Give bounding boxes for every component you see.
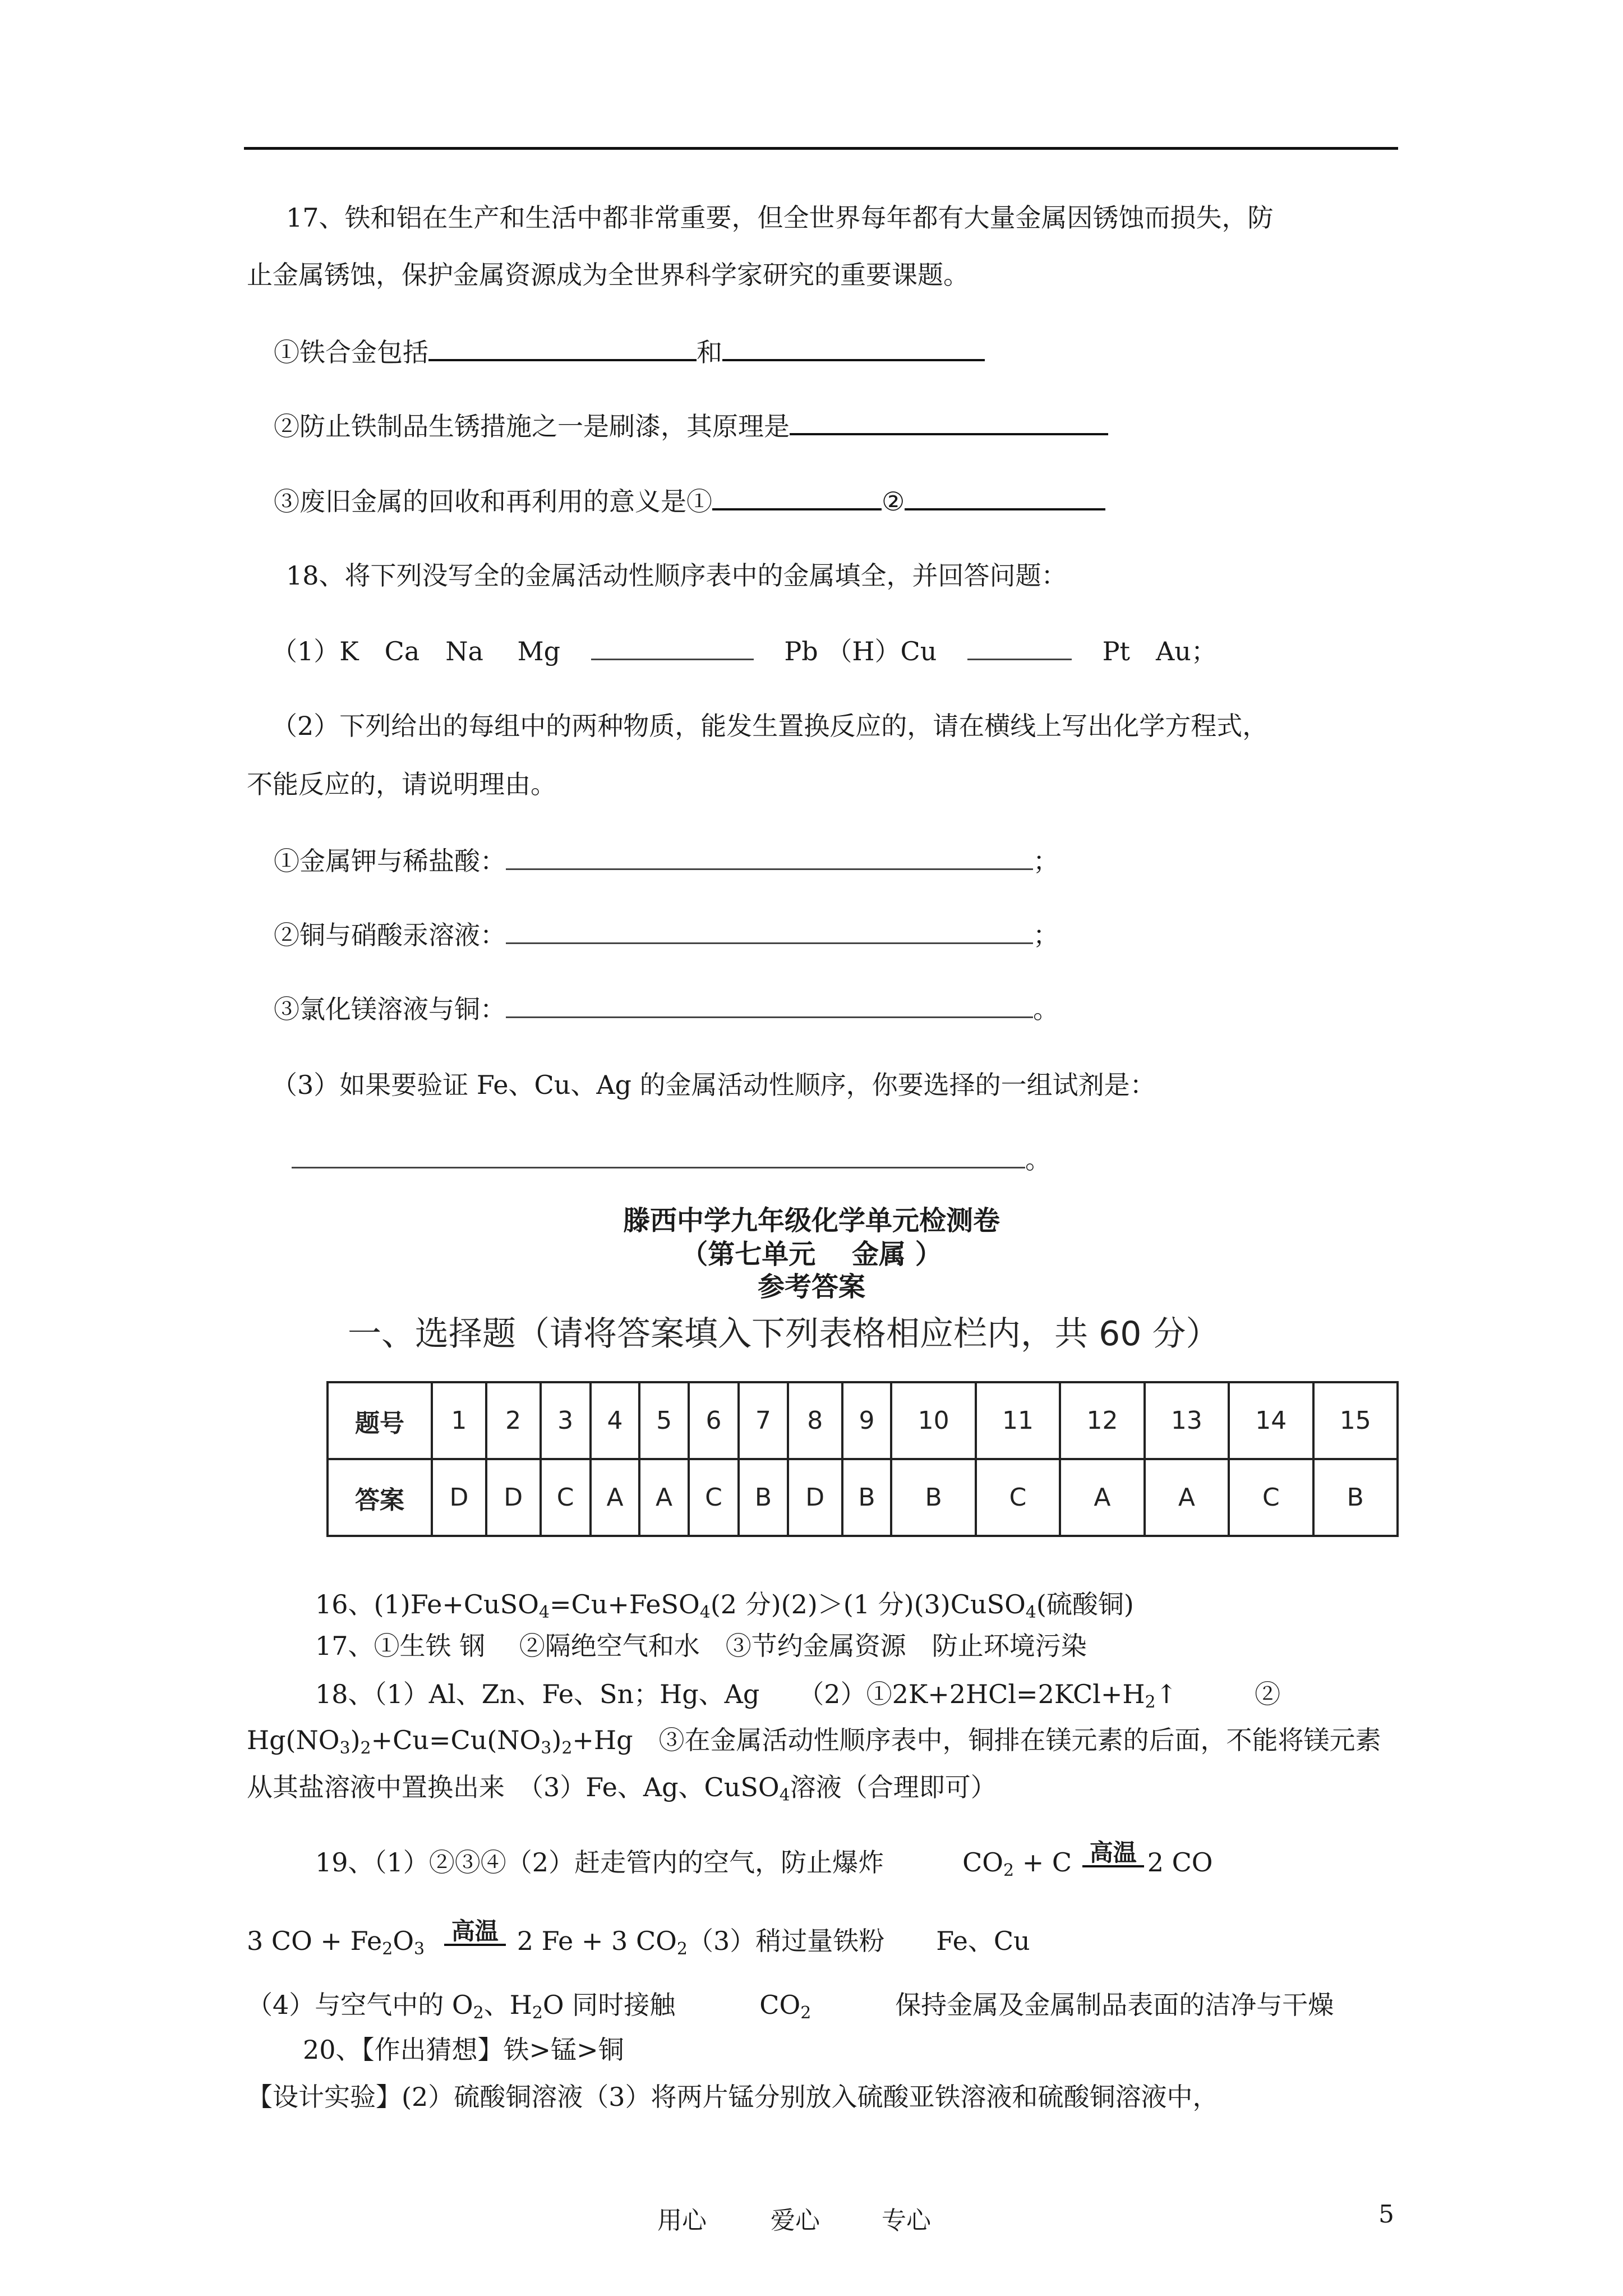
table-cell: 10: [891, 1382, 975, 1459]
q17-blank-c2[interactable]: [905, 484, 1105, 510]
answer-18-part6: ): [551, 1725, 562, 1755]
table-row: [328, 1459, 1398, 1536]
q17-item-c: [274, 484, 1105, 518]
answer-16-part3: (2 分)(2)＞(1 分)(3)CuSO: [710, 1589, 1026, 1619]
q18-blank-i1[interactable]: [506, 844, 1033, 870]
q17-item-b: [274, 408, 1108, 443]
table-header-answer: 答案: [328, 1459, 432, 1536]
answer-19-part4: 2 CO: [1147, 1847, 1213, 1878]
answer-18-part9: 溶液（合理即可）: [790, 1772, 997, 1802]
table-cell: C: [1229, 1459, 1313, 1536]
table-cell: 7: [739, 1382, 788, 1459]
q17-blank-a1[interactable]: [428, 334, 697, 361]
answer-19-part3: + C: [1022, 1847, 1072, 1878]
answer-20-line2: 【设计实验】(2）硫酸铜溶液（3）将两片锰分别放入硫酸亚铁溶液和硫酸铜溶液中，: [247, 2082, 1219, 2112]
table-cell: 15: [1313, 1382, 1398, 1459]
subscript: 4: [699, 1603, 711, 1622]
table-cell: B: [1313, 1459, 1398, 1536]
table-cell: A: [639, 1459, 689, 1536]
header-rule: [244, 147, 1398, 150]
subscript: 2: [532, 2003, 543, 2023]
table-cell: A: [591, 1459, 640, 1536]
answer-key-label: 参考答案: [757, 1271, 865, 1303]
subscript: 4: [1025, 1603, 1036, 1622]
q17-item-a: [274, 334, 985, 369]
answer-19-part6: O: [393, 1926, 414, 1956]
page-number: 5: [1378, 2200, 1394, 2229]
table-header-number: 题号: [328, 1382, 432, 1459]
q18-item-2-label: ②铜与硝酸汞溶液：: [274, 920, 506, 950]
table-cell: B: [891, 1459, 975, 1536]
table-cell: A: [1060, 1459, 1144, 1536]
subscript: 3: [339, 1738, 351, 1758]
answer-18-part2: ↑ ②: [1155, 1679, 1281, 1709]
answer-19-part5: 3 CO + Fe: [247, 1926, 382, 1956]
answer-19-line2: [247, 1917, 1030, 1966]
q18-blank-1[interactable]: [591, 634, 754, 660]
answer-18-part3: Hg(NO: [247, 1725, 340, 1755]
answer-18-part5: +Cu=Cu(NO: [371, 1725, 541, 1755]
answer-16-part2: =Cu+FeSO: [550, 1589, 700, 1619]
q17-blank-c1[interactable]: [712, 484, 882, 510]
footer-motto-2: 爱心: [771, 2206, 820, 2235]
table-row: [328, 1382, 1398, 1459]
answer-18-part7: +Hg ③在金属活动性顺序表中，铜排在镁元素的后面，不能将镁元素: [572, 1725, 1381, 1755]
subscript: 4: [538, 1603, 550, 1622]
table-cell: D: [788, 1459, 842, 1536]
table-cell: 9: [842, 1382, 892, 1459]
subscript: 2: [1145, 1692, 1156, 1712]
q17-item-a-label: ①铁合金包括: [274, 337, 428, 367]
answer-19-part2: CO: [962, 1847, 1003, 1878]
reaction-condition: [1080, 1839, 1147, 1888]
section-multiple-choice-title: 一、选择题（请将答案填入下列表格相应栏内，共 60 分）: [348, 1314, 1220, 1354]
table-cell: 1: [432, 1382, 486, 1459]
q18-item-1: [274, 844, 1059, 878]
table-cell: C: [541, 1459, 591, 1536]
table-cell: 3: [541, 1382, 591, 1459]
answer-key-unit: （第七单元 金属 ）: [681, 1239, 942, 1270]
answer-19-part13: 保持金属及金属制品表面的洁净与干燥: [895, 1990, 1334, 2020]
q18-part3-answer: [292, 1142, 1051, 1176]
q17-item-c-mid: ②: [882, 486, 905, 517]
table-cell: 8: [788, 1382, 842, 1459]
high-temperature-label: 高温: [444, 1920, 506, 1946]
table-cell: 11: [976, 1382, 1060, 1459]
footer-motto-3: 专心: [882, 2206, 931, 2235]
answer-19-part11: O 同时接触: [542, 1990, 676, 2020]
footer-motto-1: 用心: [657, 2206, 707, 2235]
q18-item-3-end: 。: [1033, 994, 1059, 1024]
subscript: 2: [1003, 1861, 1015, 1880]
answer-19-part9: （4）与空气中的 O: [247, 1990, 473, 2020]
subscript: 2: [360, 1738, 371, 1758]
table-cell: 13: [1145, 1382, 1229, 1459]
subscript: 2: [382, 1939, 393, 1959]
q18-item-3-label: ③氯化镁溶液与铜：: [274, 994, 506, 1024]
table-cell: 5: [639, 1382, 689, 1459]
q17-blank-a2[interactable]: [722, 334, 985, 361]
answer-19-part1: 19、（1）②③④（2）赶走管内的空气，防止爆炸: [315, 1847, 884, 1878]
answer-19-part8: （3）稍过量铁粉 Fe、Cu: [687, 1926, 1030, 1956]
q17-blank-b[interactable]: [790, 408, 1108, 435]
q17-item-a-mid: 和: [697, 337, 722, 367]
answer-table: [326, 1381, 1399, 1537]
subscript: 2: [676, 1939, 688, 1959]
q18-intro: 18、将下列没写全的金属活动性顺序表中的金属填全，并回答问题：: [286, 560, 1067, 591]
answer-19-part12: CO: [759, 1990, 801, 2020]
answer-19-part7: 2 Fe + 3 CO: [517, 1926, 677, 1956]
q17-item-b-label: ②防止铁制品生锈措施之一是刷漆，其原理是: [274, 411, 790, 441]
table-cell: C: [689, 1459, 739, 1536]
table-cell: B: [842, 1459, 892, 1536]
table-cell: D: [432, 1459, 486, 1536]
answer-17: 17、①生铁 钢 ②隔绝空气和水 ③节约金属资源 防止环境污染: [315, 1631, 1087, 1661]
answer-16-part1: 16、(1)Fe+CuSO: [315, 1589, 539, 1619]
q18-blank-i2[interactable]: [506, 918, 1033, 944]
q18-part3-end: 。: [1025, 1144, 1051, 1175]
answer-18-part8: 从其盐溶液中置换出来 （3）Fe、Ag、CuSO: [247, 1772, 780, 1802]
table-cell: 2: [486, 1382, 541, 1459]
table-cell: A: [1145, 1459, 1229, 1536]
table-cell: 12: [1060, 1382, 1144, 1459]
reaction-condition: [433, 1917, 517, 1966]
subscript: 2: [473, 2003, 484, 2023]
subscript: 2: [561, 1738, 573, 1758]
table-cell: 6: [689, 1382, 739, 1459]
subscript: 4: [779, 1786, 790, 1805]
answer-20-line1: 20、【作出猜想】铁>锰>铜: [303, 2035, 624, 2065]
answer-19-part10: 、H: [483, 1990, 532, 2020]
q17-intro-line2: 止金属锈蚀，保护金属资源成为全世界科学家研究的重要课题。: [247, 260, 969, 290]
q18-item-2-end: ；: [1033, 920, 1059, 950]
table-cell: C: [976, 1459, 1060, 1536]
q18-part1: [271, 634, 1217, 668]
q18-item-1-end: ；: [1033, 846, 1059, 876]
q18-part2-line1: （2）下列给出的每组中的两种物质，能发生置换反应的，请在横线上写出化学方程式，: [271, 711, 1269, 741]
answer-18-line3: [247, 1770, 997, 1812]
q18-blank-2[interactable]: [967, 634, 1072, 660]
table-cell: B: [739, 1459, 788, 1536]
q18-part1-c: Pt Au；: [1102, 636, 1217, 666]
answer-18-line2: [247, 1723, 1381, 1765]
q18-blank-i3[interactable]: [506, 992, 1033, 1018]
q18-part2-line2: 不能反应的，请说明理由。: [247, 769, 556, 799]
answer-18-part4: ): [350, 1725, 361, 1755]
table-cell: D: [486, 1459, 541, 1536]
q18-item-1-label: ①金属钾与稀盐酸：: [274, 846, 506, 876]
answer-19-line3: [247, 1988, 1334, 2030]
table-cell: 14: [1229, 1382, 1313, 1459]
q18-blank-p3[interactable]: [292, 1142, 1025, 1168]
table-cell: 4: [591, 1382, 640, 1459]
q18-part1-b: Pb （H）Cu: [784, 636, 937, 666]
q18-item-2: [274, 918, 1059, 952]
subscript: 3: [414, 1939, 425, 1959]
subscript: 2: [800, 2003, 811, 2023]
q18-part3: （3）如果要验证 Fe、Cu、Ag 的金属活动性顺序，你要选择的一组试剂是：: [271, 1070, 1156, 1100]
answer-19-line1: [315, 1839, 1213, 1888]
answer-key-title: 滕西中学九年级化学单元检测卷: [623, 1205, 1000, 1236]
subscript: 3: [541, 1738, 552, 1758]
answer-18-part1: 18、（1）Al、Zn、Fe、Sn；Hg、Ag （2）①2K+2HCl=2KCl+H: [315, 1679, 1145, 1709]
high-temperature-label: 高温: [1082, 1842, 1144, 1867]
q17-intro-line1: 17、铁和铝在生产和生活中都非常重要，但全世界每年都有大量金属因锈蚀而损失，防: [286, 203, 1274, 233]
q17-item-c-label: ③废旧金属的回收和再利用的意义是①: [274, 486, 712, 517]
q18-part1-a: （1）K Ca Na Mg: [271, 636, 561, 666]
answer-16: [315, 1588, 1134, 1630]
answer-18-line1: [315, 1677, 1280, 1719]
answer-16-part4: (硫酸铜): [1036, 1589, 1134, 1619]
q18-item-3: [274, 992, 1059, 1026]
